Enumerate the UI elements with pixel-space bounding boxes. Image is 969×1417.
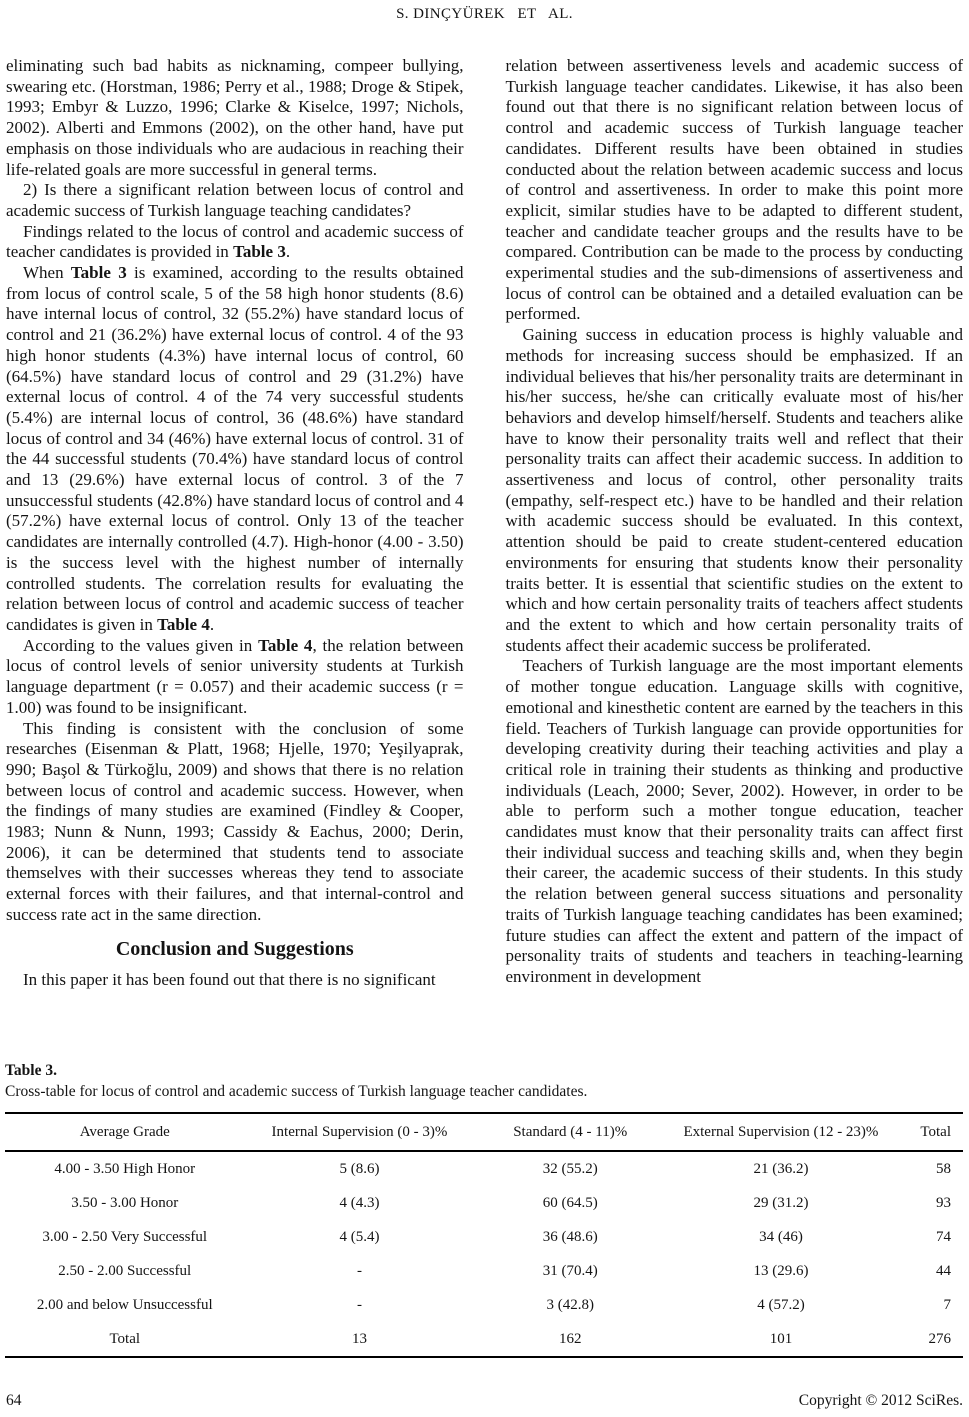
text-run: is examined, according to the results obtained from locus of control scale, 5 of the 58 high honor students (8.6) have internal locus of control, 32 (55.2%) have standard locus of control and 21 (36.2%) have external locus of control. 4 of the 93 high honor students (4.3%) have internal locus of control, 60 (64.5%) have standard locus of control and 29 (31.2%) have external locus of control. 4 of the 74 very successful students (5.4%) are internal locus of control, 36 (48.6%) have standard locus of control and 34 (46%) have external locus of control. 31 of the 44 successful students (70.4%) have standard locus of control and 13 (29.6%) have external locus of control. 3 of the 7 unsuccessful students (42.8%) have standard locus of control and 4 (57.2%) have external locus of control. Only 13 of the teacher candidates are internally controlled (4.7). High-honor (4.00 - 3.50) is the success level with the highest number of internally controlled students. The correlation results for evaluating the relation between locus of control and academic success of teacher candidates is given in [6, 263, 464, 634]
table-row [5, 1220, 963, 1254]
table-cell-total: 44 [936, 1262, 951, 1279]
paragraph [6, 636, 464, 719]
table-cell-average-grade: 3.00 - 2.50 Very Successful [42, 1228, 208, 1245]
paragraph [506, 56, 964, 325]
table-cell-internal-supervision: 4 (5.4) [339, 1228, 380, 1245]
bold-text-run: Table 3 [233, 242, 286, 262]
table-header-cell: Internal Supervision (0 - 3)% [245, 1113, 475, 1151]
table-row [5, 1254, 963, 1288]
table-header-cell: Average Grade [5, 1113, 245, 1151]
table-cell-average-grade: 4.00 - 3.50 High Honor [54, 1160, 196, 1177]
table-cell-external-supervision: 21 (36.2) [753, 1160, 809, 1177]
left-column [6, 56, 464, 991]
table-row [5, 1322, 963, 1357]
table-row [5, 1288, 963, 1322]
paragraph [6, 222, 464, 263]
table-cell-internal-supervision: - [356, 1262, 362, 1279]
bold-text-run: Table 4 [157, 614, 210, 634]
bold-text-run: Table 3 [70, 263, 127, 283]
paragraph [506, 325, 964, 656]
table-cell-average-grade: 2.00 and below Unsuccessful [36, 1296, 213, 1313]
paragraph [6, 263, 464, 636]
table-row [5, 1151, 963, 1186]
table-cell-standard: 32 (55.2) [542, 1160, 598, 1177]
text-run: , the relation between locus of control levels of senior university students at Turkish language department (r = 0.057) and their academic success (r = 1.00) was found to be insignificant. [6, 635, 464, 717]
table-3-body [5, 1151, 963, 1357]
text-run: When [23, 263, 71, 283]
text-run: In this paper it has been found out that there is no significant [23, 970, 436, 990]
table-cell-standard: 60 (64.5) [542, 1194, 598, 1211]
text-run: Gaining success in education process is highly valuable and methods for increasing success should be emphasized. If an individual believes that his/her personality traits are determinant in his/her success, he/she can critically evaluate most of his/her behaviors and develop himself/herself. Students and teachers alike have to know their personality traits well and reflect that their personality traits can affect their academic success. In addition to assertiveness and locus of control, other personality traits (empathy, self-respect etc.) have to be handled and their relation with academic success should be evaluated. In this context, attention should be paid to create student-centered education environments for ensuring that students know their personality traits better. It is essential that scientific studies on the extent to which and how certain personality traits of teachers affect students and the extent to which and how certain personality traits of students affect their academic success be proliferated. [505, 325, 963, 655]
text-run: . [209, 614, 215, 634]
table-cell-standard: 3 (42.8) [546, 1296, 594, 1313]
section-heading-conclusion: Conclusion and Suggestions [115, 937, 354, 960]
paragraph [6, 719, 464, 926]
table-cell-average-grade: Total [109, 1330, 141, 1347]
text-run: Findings related to the locus of control and academic success of teacher candidates is provided in [6, 221, 464, 262]
page-footer [6, 1392, 963, 1410]
table-cell-total: 276 [928, 1330, 951, 1347]
table-cell-average-grade: 3.50 - 3.00 Honor [71, 1194, 179, 1211]
paragraph [6, 56, 464, 180]
table-header-cell: Total [896, 1113, 963, 1151]
table-cell-total: 74 [936, 1228, 951, 1245]
table-cell-average-grade: 2.50 - 2.00 Successful [58, 1262, 192, 1279]
table-3-header [5, 1113, 963, 1151]
table-cell-external-supervision: 4 (57.2) [757, 1296, 805, 1313]
paragraph [506, 656, 964, 987]
two-column-body [6, 56, 963, 991]
running-head: S. DINÇYÜREK ET AL. [396, 6, 573, 22]
table-header-row [5, 1113, 963, 1151]
table-3-section [5, 1062, 963, 1358]
table-cell-external-supervision: 29 (31.2) [753, 1194, 809, 1211]
table-3 [5, 1112, 963, 1358]
table-cell-standard: 36 (48.6) [542, 1228, 598, 1245]
left-column-paragraphs-after [6, 970, 464, 991]
table-cell-external-supervision: 101 [769, 1330, 793, 1347]
table-cell-total: 7 [943, 1296, 951, 1313]
text-run: relation between assertiveness levels and academic success of Turkish language teacher candidates. Likewise, it has also been found out that there is no significant relation between locus of control and academic success of Turkish language teacher candidates. Different results have been obtained in studies conducted about the relation between academic success and locus of control and assertiveness. In order to make this point more explicit, similar studies have to be adapted to different student, teacher and candidate teacher groups and the results have to be compared. Contribution can be made to the process by conducting experimental studies and the sub-dimensions of assertiveness and locus of control can be obtained and a detailed evaluation can be performed. [505, 56, 963, 324]
text-run: According to the values given in [23, 635, 259, 655]
text-run: Teachers of Turkish language are the most important elements of mother tongue education. Language skills with cognitive, emotional and kinesthetic content are earned by the teachers in this field. Teachers of Turkish language can provide opportunities for developing creativity during their teaching activities and play a critical role in training their students as thinking and productive individuals (Leach, 2000; Sever, 2002). However, in order to be able to perform such a mother tongue education, teacher candidates must know that their personality traits can affect first their individual success and teaching skills and, when they begin their career, the academic success of their students. In this study the relation between general success situations and personality traits of Turkish language teaching candidates has been examined; future studies can affect the extent and pattern of the impact of personality traits of students and teachers in teaching-learning environment in development [505, 656, 963, 986]
right-column [506, 56, 964, 991]
table-cell-total: 58 [936, 1160, 951, 1177]
text-run: 2) Is there a significant relation between locus of control and academic success of Turkish language teaching candidates? [6, 180, 464, 220]
text-run: eliminating such bad habits as nicknaming, compeer bullying, swearing etc. (Horstman, 1986; Perry et al., 1988; Droge & Stipek, 1993; Embyr & Luzzo, 1996; Clarke & Kiselce, 1997; Nichols, 2002). Alberti and Emmons (2002), on the other hand, have put emphasis on those individuals who are audacious in reaching their life-related goals are more successful in general terms. [6, 56, 464, 179]
table-cell-standard: 31 (70.4) [542, 1262, 598, 1279]
table-row [5, 1186, 963, 1220]
table-cell-external-supervision: 34 (46) [759, 1228, 803, 1245]
right-column-paragraphs [506, 56, 964, 988]
table-cell-standard: 162 [558, 1330, 582, 1347]
table-cell-internal-supervision: - [356, 1296, 362, 1313]
table-cell-internal-supervision: 5 (8.6) [339, 1160, 380, 1177]
table-3-label: Table 3. [5, 1062, 57, 1079]
table-cell-external-supervision: 13 (29.6) [753, 1262, 809, 1279]
copyright-notice: Copyright © 2012 SciRes. [798, 1392, 963, 1409]
table-cell-internal-supervision: 4 (4.3) [339, 1194, 380, 1211]
bold-text-run: Table 4 [258, 635, 313, 655]
table-cell-total: 93 [936, 1194, 951, 1211]
table-header-cell: Standard (4 - 11)% [474, 1113, 666, 1151]
left-column-paragraphs-before [6, 56, 464, 926]
table-3-caption: Cross-table for locus of control and academic success of Turkish language teacher candidates. [5, 1083, 588, 1100]
page-number: 64 [6, 1392, 22, 1409]
paragraph [6, 970, 464, 991]
text-run: This finding is consistent with the conclusion of some researches (Eisenman & Platt, 1968; Hjelle, 1970; Yeşilyaprak, 990; Başol & Türkoğlu, 2009) and shows that there is no relation between locus of control and academic success. However, when the findings of many studies are examined (Findley & Cooper, 1983; Nunn & Nunn, 1993; Cassidy & Eachus, 2000; Derin, 2006), it can be determined that students tend to associate themselves with their successes whereas they tend to associate external forces with their failures, and that internal-control and success rate act in the same direction. [6, 718, 464, 924]
table-cell-internal-supervision: 13 [351, 1330, 367, 1347]
text-run: . [285, 242, 291, 262]
paragraph [6, 180, 464, 221]
table-header-cell: External Supervision (12 - 23)% [666, 1113, 896, 1151]
